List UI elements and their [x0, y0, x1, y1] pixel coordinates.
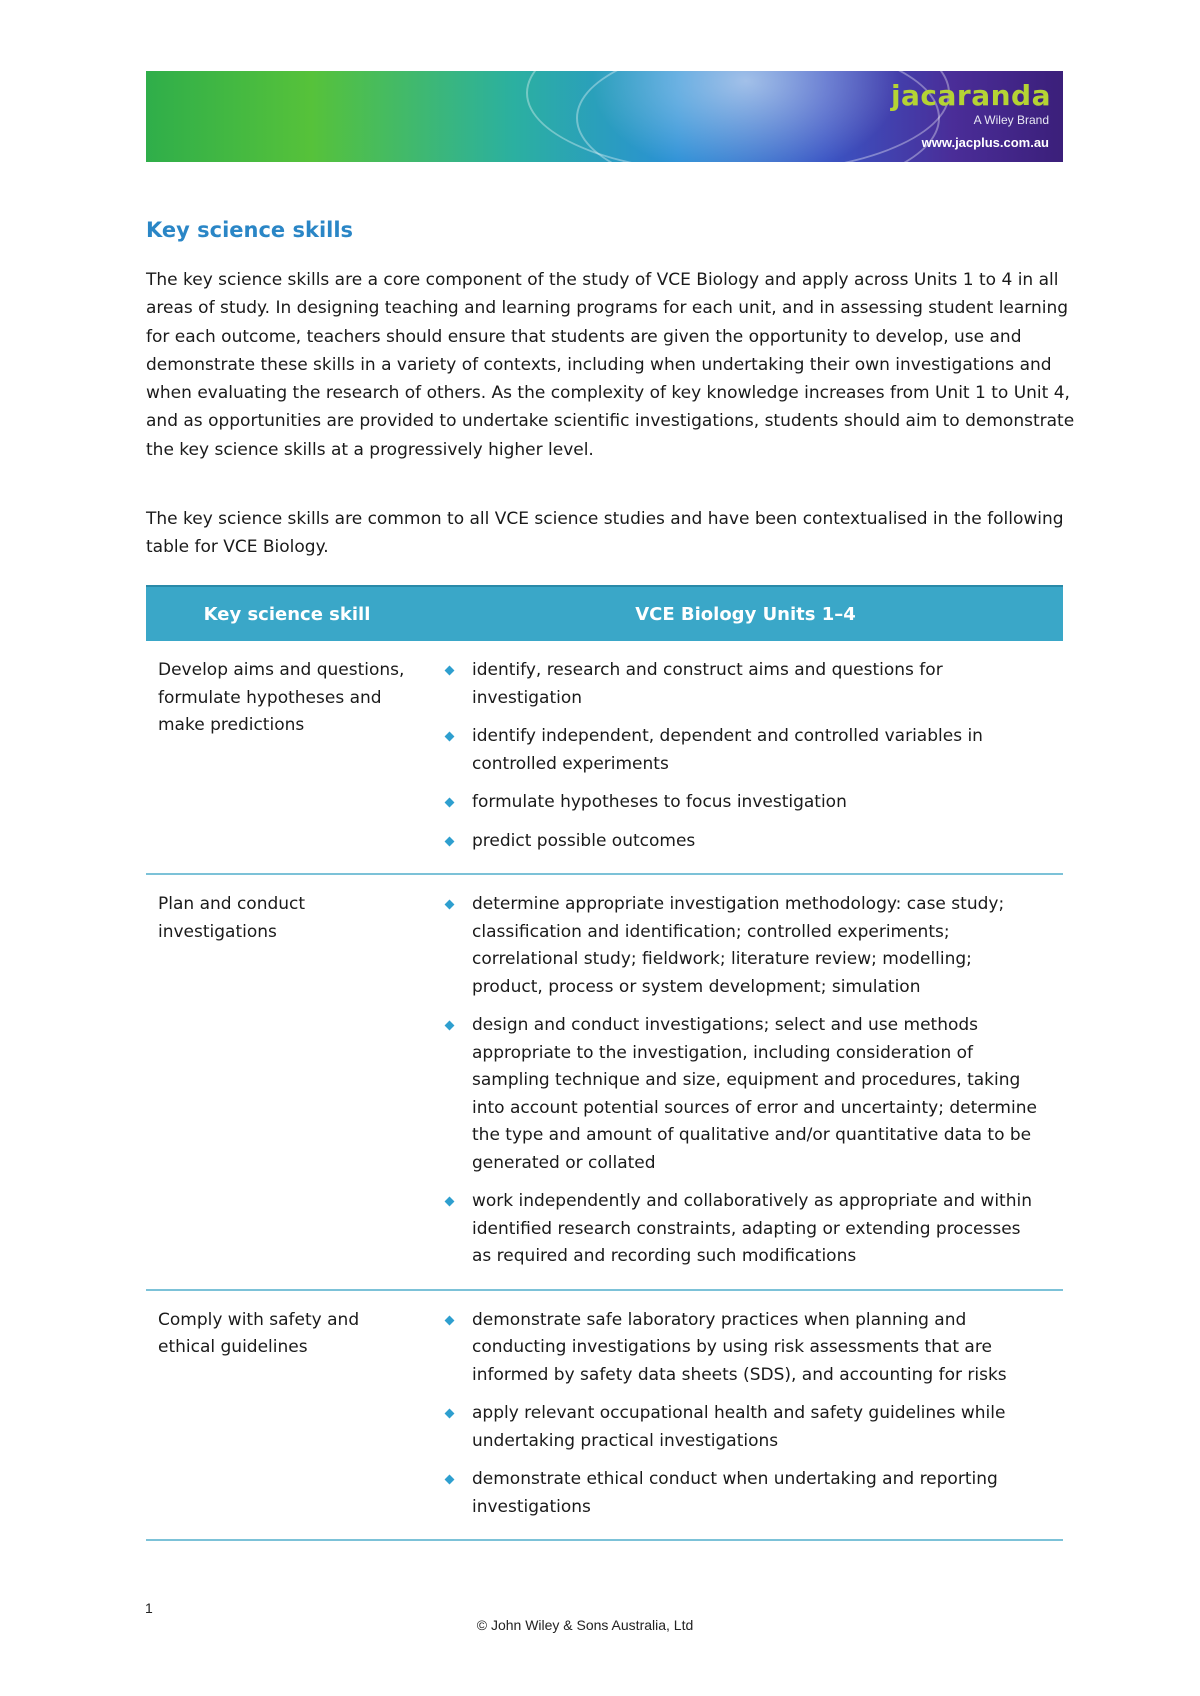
bullet-list [440, 1307, 1051, 1522]
table-row [146, 874, 1063, 1290]
banner-decoration [576, 71, 940, 162]
bullet-item: work independently and collaboratively as appropriate and within identified research constraints, adapting or extending processes as required and recording such modifications [440, 1188, 1051, 1271]
context-paragraph: The key science skills are common to all VCE science studies and have been contextualised in the following table for VCE Biology. [146, 509, 1064, 558]
bullet-item: demonstrate ethical conduct when undertaking and reporting investigations [440, 1466, 1051, 1521]
header-banner [146, 71, 1063, 162]
intro-paragraph: The key science skills are a core component of the study of VCE Biology and apply across Units 1 to 4 in all areas of study. In designing teaching and learning programs for each unit, and in assessing student learning for each outcome, teachers should ensure that students are given the opportunity to develop, use and demonstrate these skills in a variety of contexts, including when undertaking their own investigations and when evaluating the research of others. As the complexity of key knowledge increases from Unit 1 to Unit 4, and as opportunities are provided to undertake scientific investigations, students should aim to demonstrate the key science skills at a progressively higher level. [146, 270, 1075, 460]
table-row [146, 641, 1063, 874]
skill-name: Comply with safety and ethical guidelines [146, 1290, 428, 1541]
bullet-item: identify, research and construct aims and questions for investigation [440, 657, 1051, 712]
bullet-item: design and conduct investigations; select and use methods appropriate to the investigation, including consideration of sampling technique and size, equipment and procedures, taking into account potential sources of error and uncertainty; determine the type and amount of qualitative and/or quantitative data to be generated or collated [440, 1012, 1051, 1177]
table-row [146, 1290, 1063, 1541]
column-header-units: VCE Biology Units 1–4 [428, 586, 1063, 641]
skill-points [428, 874, 1063, 1290]
skill-name: Develop aims and questions, formulate hypotheses and make predictions [146, 641, 428, 874]
skill-points [428, 1290, 1063, 1541]
bullet-item: apply relevant occupational health and safety guidelines while undertaking practical investigations [440, 1400, 1051, 1455]
bullet-list [440, 657, 1051, 855]
brand-url: www.jacplus.com.au [921, 135, 1049, 150]
brand-tagline: A Wiley Brand [973, 113, 1049, 127]
bullet-item: formulate hypotheses to focus investigation [440, 789, 1051, 817]
table-header-row [146, 586, 1063, 641]
page-number: 1 [145, 1600, 153, 1616]
skills-table [146, 585, 1063, 1541]
bullet-list [440, 891, 1051, 1271]
skill-name: Plan and conduct investigations [146, 874, 428, 1290]
skill-points [428, 641, 1063, 874]
bullet-item: demonstrate safe laboratory practices when planning and conducting investigations by using risk assessments that are informed by safety data sheets (SDS), and accounting for risks [440, 1307, 1051, 1390]
bullet-item: identify independent, dependent and controlled variables in controlled experiments [440, 723, 1051, 778]
bullet-item: predict possible outcomes [440, 828, 1051, 856]
copyright-footer: © John Wiley & Sons Australia, Ltd [476, 1617, 694, 1633]
column-header-skill: Key science skill [146, 586, 428, 641]
page-title: Key science skills [146, 218, 354, 242]
bullet-item: determine appropriate investigation methodology: case study; classification and identification; controlled experiments; correlational study; fieldwork; literature review; modelling; product, process or system development; simulation [440, 891, 1051, 1001]
brand-logo: jacaranda [890, 79, 1051, 112]
